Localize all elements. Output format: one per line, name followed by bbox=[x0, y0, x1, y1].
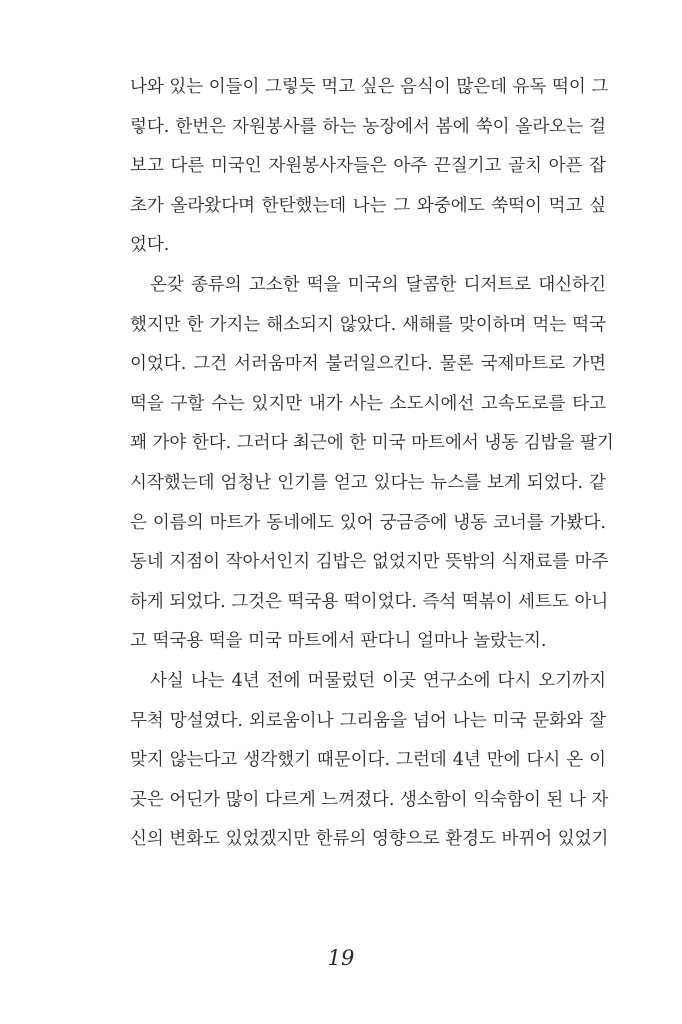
text-line: 했지만 한 가지는 해소되지 않았다. 새해를 맞이하며 먹는 떡국 bbox=[130, 314, 606, 335]
text-line: 시작했는데 엄청난 인기를 얻고 있다는 뉴스를 보게 되었다. 같 bbox=[130, 472, 606, 493]
text-line: 고 떡국용 떡을 미국 마트에서 판다니 얼마나 놀랐는지. bbox=[130, 631, 547, 652]
text-line: 이었다. 그건 서러움마저 불러일으킨다. 물론 국제마트로 가면 bbox=[130, 354, 606, 375]
text-line: 신의 변화도 있었겠지만 한류의 영향으로 환경도 바뀌어 있었기 bbox=[130, 829, 609, 850]
text-line: 사실 나는 4년 전에 머물렀던 이곳 연구소에 다시 오기까지 bbox=[150, 670, 606, 691]
text-line: 나와 있는 이들이 그렇듯 먹고 싶은 음식이 많은데 유독 떡이 그 bbox=[130, 77, 609, 97]
page-number: 19 bbox=[327, 946, 355, 970]
text-line: 꽤 가야 한다. 그러다 최근에 한 미국 마트에서 냉동 김밥을 팔기 bbox=[130, 433, 614, 454]
text-line: 맞지 않는다고 생각했기 때문이다. 그런데 4년 만에 다시 온 이 bbox=[130, 750, 606, 771]
text-line: 보고 다른 미국인 자원봉사자들은 아주 끈질기고 골치 아픈 잡 bbox=[130, 156, 606, 177]
text-line: 하게 되었다. 그것은 떡국용 떡이었다. 즉석 떡볶이 세트도 아니 bbox=[130, 591, 609, 612]
text-line: 떡을 구할 수는 있지만 내가 사는 소도시에선 고속도로를 타고 bbox=[130, 393, 606, 414]
text-line: 렇다. 한번은 자원봉사를 하는 농장에서 봄에 쑥이 올라오는 걸 bbox=[130, 116, 606, 137]
body-text bbox=[130, 68, 614, 860]
text-line: 초가 올라왔다며 한탄했는데 나는 그 와중에도 쑥떡이 먹고 싶 bbox=[130, 195, 606, 216]
text-line: 무척 망설였다. 외로움이나 그리움을 넘어 나는 미국 문화와 잘 bbox=[130, 710, 606, 731]
text-line: 온갖 종류의 고소한 떡을 미국의 달콤한 디저트로 대신하긴 bbox=[150, 274, 606, 295]
text-line: 었다. bbox=[130, 235, 170, 256]
text-line: 동네 지점이 작아서인지 김밥은 없었지만 뜻밖의 식재료를 마주 bbox=[130, 552, 609, 573]
text-line: 곳은 어딘가 많이 다르게 느껴졌다. 생소함이 익숙함이 된 나 자 bbox=[130, 789, 609, 810]
text-line: 은 이름의 마트가 동네에도 있어 궁금증에 냉동 코너를 가봤다. bbox=[130, 512, 606, 533]
